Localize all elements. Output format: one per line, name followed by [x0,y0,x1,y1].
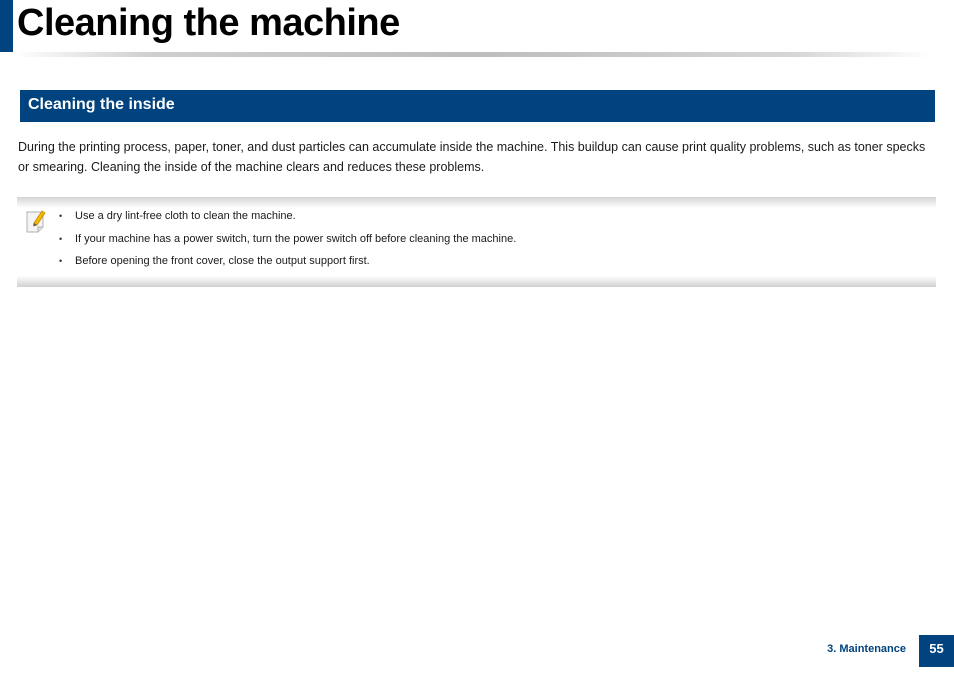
note-list [59,207,516,275]
title-divider [13,52,933,57]
note-pencil-icon [25,208,49,234]
footer-chapter-link[interactable]: 3. Maintenance [827,643,906,655]
section-header: Cleaning the inside [20,90,935,122]
note-bottom-border [17,276,936,287]
note-item: • Use a dry lint-free cloth to clean the machine. [59,207,516,230]
note-item: • Before opening the front cover, close the output support first. [59,252,516,275]
intro-paragraph: During the printing process, paper, toner, and dust particles can accumulate inside the machine. This buildup can cause print quality problems, such as toner specks or smearing. Cleaning the inside of the machine clears and reduces these problems. [18,140,926,174]
title-accent-bar [0,0,13,52]
page-number: 55 [919,635,954,667]
page-title: Cleaning the machine [17,2,400,44]
note-item: • If your machine has a power switch, turn the power switch off before cleaning the machine. [59,230,516,253]
note-box [17,197,936,287]
